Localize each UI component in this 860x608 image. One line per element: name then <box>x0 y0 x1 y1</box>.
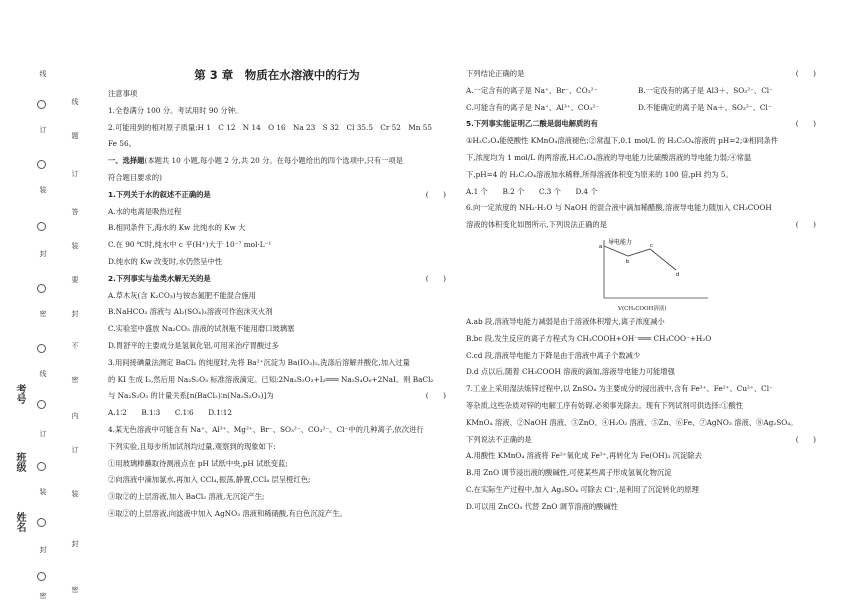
question-4-line: 4.某无色溶液中可能含有 Na⁺、Al³⁺、Mg²⁺、Br⁻、SO₃²⁻、CO₃²⁻、Cl⁻中的几种离子,依次进行 <box>108 424 424 434</box>
x-axis-label: V(CH₃COOH溶液) <box>618 305 667 312</box>
section-instructions: (本题共 10 小题,每小题 2 分,共 20 分。在每小题给出的四个选项中,只有一项是 <box>144 156 404 166</box>
q1-option-c: C.在 90 ℃时,纯水中 c 平(H⁺)大于 10⁻⁷ mol·L⁻¹ <box>108 240 272 250</box>
q6-option-b: B.bc 段,发生反应的离子方程式为 CH₃COOH+OH⁻═══ CH₃COO⁻+H₂O <box>466 333 712 343</box>
question-7-line: KMnO₄ 溶液、②NaOH 溶液、③ZnO、④H₂O₂ 溶液、⑤Zn、⑥Fe、⑦AgNO₃ 溶液、⑧Ag₂SO₄。 <box>466 417 798 427</box>
binding-notice-char: 要 <box>71 276 79 283</box>
q4-step-2: ②向溶液中滴加氯水,再加入 CCl₄,振荡,静置,CCl₄ 层呈橙红色; <box>108 475 311 485</box>
q4-options-row-2 <box>466 100 816 117</box>
q4-step-3: ③取②的上层溶液,加入 BaCl₂ 溶液,无沉淀产生; <box>108 492 265 502</box>
q7-option-b: B.用 ZnO 调节浸出液的酸碱性,可使某些离子形成氢氧化物沉淀 <box>466 468 672 478</box>
question-6-line: 溶液的体积变化如图所示,下列说法正确的是 ( ) <box>466 217 816 234</box>
binding-dot <box>37 222 46 231</box>
question-7-line: 等杂质,这些杂质对锌的电解工序有妨碍,必须事先除去。现有下列试剂可供选择:①酸性 <box>466 400 744 410</box>
binding-inner-mark: 密 <box>71 586 79 593</box>
binding-mark-zhuang: 装 <box>39 488 47 495</box>
section-heading <box>108 153 446 170</box>
left-column <box>108 64 446 523</box>
binding-dot <box>37 100 46 109</box>
q1-option-d: D.纯水的 Kw 改变时,水仍然呈中性 <box>108 256 223 266</box>
binding-inner-mark: 装 <box>71 242 79 249</box>
binding-dot <box>37 518 46 527</box>
y-axis-label: 导电能力 <box>608 239 633 246</box>
right-column <box>466 66 816 516</box>
question-6-line: 6.向一定浓度的 NH₃·H₂O 与 NaOH 的混合液中滴加稀醋酸,溶液导电能力随加入 CH₃COOH <box>466 203 772 213</box>
notice-heading: 注意事项 <box>108 89 138 98</box>
question-5-line: 下,pH=4 的 H₂C₂O₄溶液加水稀释,所得溶液体积变为原来的 100 倍,pH 约为 5。 <box>466 169 733 179</box>
binding-inner-mark: 订 <box>71 170 79 177</box>
binding-notice-char: 答 <box>71 208 79 215</box>
field-exam-number-label: 考号 <box>14 384 25 404</box>
question-3-line: 与 Na₂S₂O₃ 的计量关系[n(BaCl₂)∶n(Na₂S₂O₃)]为 ( ) <box>108 388 446 405</box>
q7-option-d: D.可以用 ZnCO₃ 代替 ZnO 调节溶液的酸碱性 <box>466 501 619 511</box>
binding-dot <box>37 160 46 169</box>
q3-options: A.1∶2 B.1∶3 C.1∶6 D.1∶12 <box>108 408 232 418</box>
field-name-label: 姓名 <box>14 512 25 532</box>
point-a-label: a <box>599 243 603 250</box>
q2-option-b: B.NaHCO₃ 溶液与 Al₂(SO₄)₃溶液可作泡沫灭火剂 <box>108 307 273 317</box>
q7-option-a: A.用酸性 KMnO₄ 溶液将 Fe²⁺氧化成 Fe³⁺,再转化为 Fe(OH)₃ 沉淀除去 <box>466 451 702 461</box>
answer-paren: ( ) <box>795 69 816 78</box>
q1-option-a: A.水的电离是吸热过程 <box>108 206 182 216</box>
q2-option-d: D.胃舒平的主要成分是氢氧化铝,可用来治疗胃酸过多 <box>108 340 279 350</box>
conductivity-graph <box>592 236 816 302</box>
answer-paren: ( ) <box>425 391 446 401</box>
question-7-stem: 下列说法不正确的是 ( ) <box>466 432 816 449</box>
binding-notice-char: 内 <box>71 412 79 419</box>
q2-option-c: C.实验室中盛放 Na₂CO₃ 溶液的试剂瓶不能用磨口玻璃塞 <box>108 324 295 334</box>
answer-paren: ( ) <box>425 189 446 199</box>
q5-options: A.1 个 B.2 个 C.3 个 D.4 个 <box>466 186 598 196</box>
binding-dot <box>37 400 46 409</box>
binding-mark-ding: 订 <box>39 430 47 437</box>
answer-paren: ( ) <box>795 220 816 230</box>
binding-mark-feng: 封 <box>39 546 47 553</box>
field-class-label: 班级 <box>14 452 25 472</box>
point-c-label: c <box>650 242 653 249</box>
section-title: 一、选择题 <box>108 156 145 166</box>
answer-paren: ( ) <box>795 119 816 129</box>
question-7-line: 7.工业上采用湿法炼锌过程中,以 ZnSO₄ 为主要成分的浸出液中,含有 Fe³⁺、Fe²⁺、Cu²⁺、Cl⁻ <box>466 384 773 394</box>
binding-notice-char: 不 <box>71 342 79 349</box>
binding-dot <box>37 344 46 353</box>
question-3-line: 3.用间接碘量法测定 BaCl₂ 的纯度时,先将 Ba²⁺沉淀为 Ba(IO₃)₂,洗涤后溶解并酸化,加入过量 <box>108 357 410 367</box>
binding-mark-xian: 线 <box>39 70 47 77</box>
chapter-title: 第 3 章 物质在水溶液中的行为 <box>194 68 360 82</box>
question-5-line: ①H₂C₂O₄能使酸性 KMnO₄溶液褪色;②常温下,0.1 mol/L 的 H₂C₂O₄溶液的 pH=2;③相同条件 <box>466 136 779 146</box>
binding-dot <box>37 572 46 581</box>
binding-mark-mi: 密 <box>39 310 47 317</box>
binding-mark-zhuang: 装 <box>39 186 47 193</box>
q4-option-d: D.不能确定的离子是 Na＋、SO₃²⁻、Cl⁻ <box>638 102 772 112</box>
q4-option-a: A.一定含有的离子是 Na⁺、Br⁻、CO₃²⁻ <box>466 85 598 95</box>
binding-inner-mark: 密 <box>71 376 79 383</box>
q4-step-4: ④取②的上层溶液,向滤液中加入 AgNO₃ 溶液和稀硝酸,有白色沉淀产生。 <box>108 508 347 518</box>
conductivity-curve <box>604 246 676 270</box>
q1-option-b: B.相同条件下,海水的 Kw 比纯水的 Kw 大 <box>108 223 246 233</box>
notice-line: Fe 56。 <box>108 139 136 149</box>
question-4-line: 下列实验,且每步所加试剂均过量,观察到的现象如下: <box>108 441 276 451</box>
binding-mark-feng: 封 <box>39 250 47 257</box>
question-5-line: 下,浓度均为 1 mol/L 的两溶液,H₂C₂O₄溶液的导电能力比硫酸溶液的导电能力弱;④常温 <box>466 152 752 162</box>
answer-paren: ( ) <box>795 434 816 444</box>
question-3-line: 的 KI 生成 I₂,然后用 Na₂S₂O₃ 标准溶液滴定。已知:2Na₂S₂O₃+I₂═══ Na₂S₄O₆+2NaI。则 BaCl₂ <box>108 374 434 384</box>
notice-line: 1.全卷满分 100 分。考试用时 90 分钟。 <box>108 105 243 115</box>
q4-step-1: ①用玻璃棒蘸取待测液点在 pH 试纸中央,pH 试纸变蓝; <box>108 458 288 468</box>
q4-option-c: C.可能含有的离子是 Na⁺、Al³⁺、CO₃²⁻ <box>466 102 600 112</box>
question-1-stem: 1.下列关于水的叙述不正确的是 ( ) <box>108 187 446 204</box>
binding-inner-mark: 封 <box>71 540 79 547</box>
q4-option-b: B.一定没有的离子是 Al3＋、SO₃²⁻、Cl⁻ <box>638 85 773 95</box>
binding-notice-char: 题 <box>71 132 79 139</box>
binding-mark-xian: 线 <box>39 370 47 377</box>
binding-margin <box>0 0 92 608</box>
q7-option-c: C.在实际生产过程中,加入 Ag₂SO₄ 可除去 Cl⁻,是利用了沉淀转化的原理 <box>466 484 699 494</box>
question-2-stem: 2.下列事实与盐类水解无关的是 ( ) <box>108 271 446 288</box>
binding-inner-mark: 订 <box>71 446 79 453</box>
conductivity-graph-svg <box>592 236 712 302</box>
q2-option-a: A.草木灰(含 K₂CO₃)与铵态氮肥不能混合施用 <box>108 290 256 300</box>
binding-inner-mark: 线 <box>71 98 79 105</box>
q6-option-d: D.d 点以后,随着 CH₃COOH 溶液的滴加,溶液导电能力可能增强 <box>466 367 675 377</box>
point-b-label: b <box>626 258 630 265</box>
binding-inner-mark: 封 <box>71 310 79 317</box>
answer-paren: ( ) <box>425 273 446 283</box>
binding-inner-mark: 装 <box>71 490 79 497</box>
q6-option-c: C.cd 段,溶液导电能力下降是由于溶液中离子个数减少 <box>466 350 641 360</box>
question-5-stem: 5.下列事实能证明乙二酸是弱电解质的有 ( ) <box>466 116 816 133</box>
binding-dot <box>37 462 46 471</box>
binding-mark-ding: 订 <box>39 126 47 133</box>
binding-dot <box>37 284 46 293</box>
q4-conclusion-stem: 下列结论正确的是 ( ) <box>466 66 816 83</box>
q4-options-row-1 <box>466 83 816 100</box>
binding-mark-mi: 密 <box>39 592 47 599</box>
point-d-label: d <box>676 271 680 278</box>
notice-line: 2.可能用到的相对原子质量:H 1 C 12 N 14 O 16 Na 23 S 32 Cl 35.5 Cr 52 Mn 55 <box>108 122 433 132</box>
q6-option-a: A.ab 段,溶液导电能力减弱是由于溶液体积增大,离子浓度减小 <box>466 316 665 326</box>
section-instructions-cont: 符合题目要求的) <box>108 172 162 182</box>
